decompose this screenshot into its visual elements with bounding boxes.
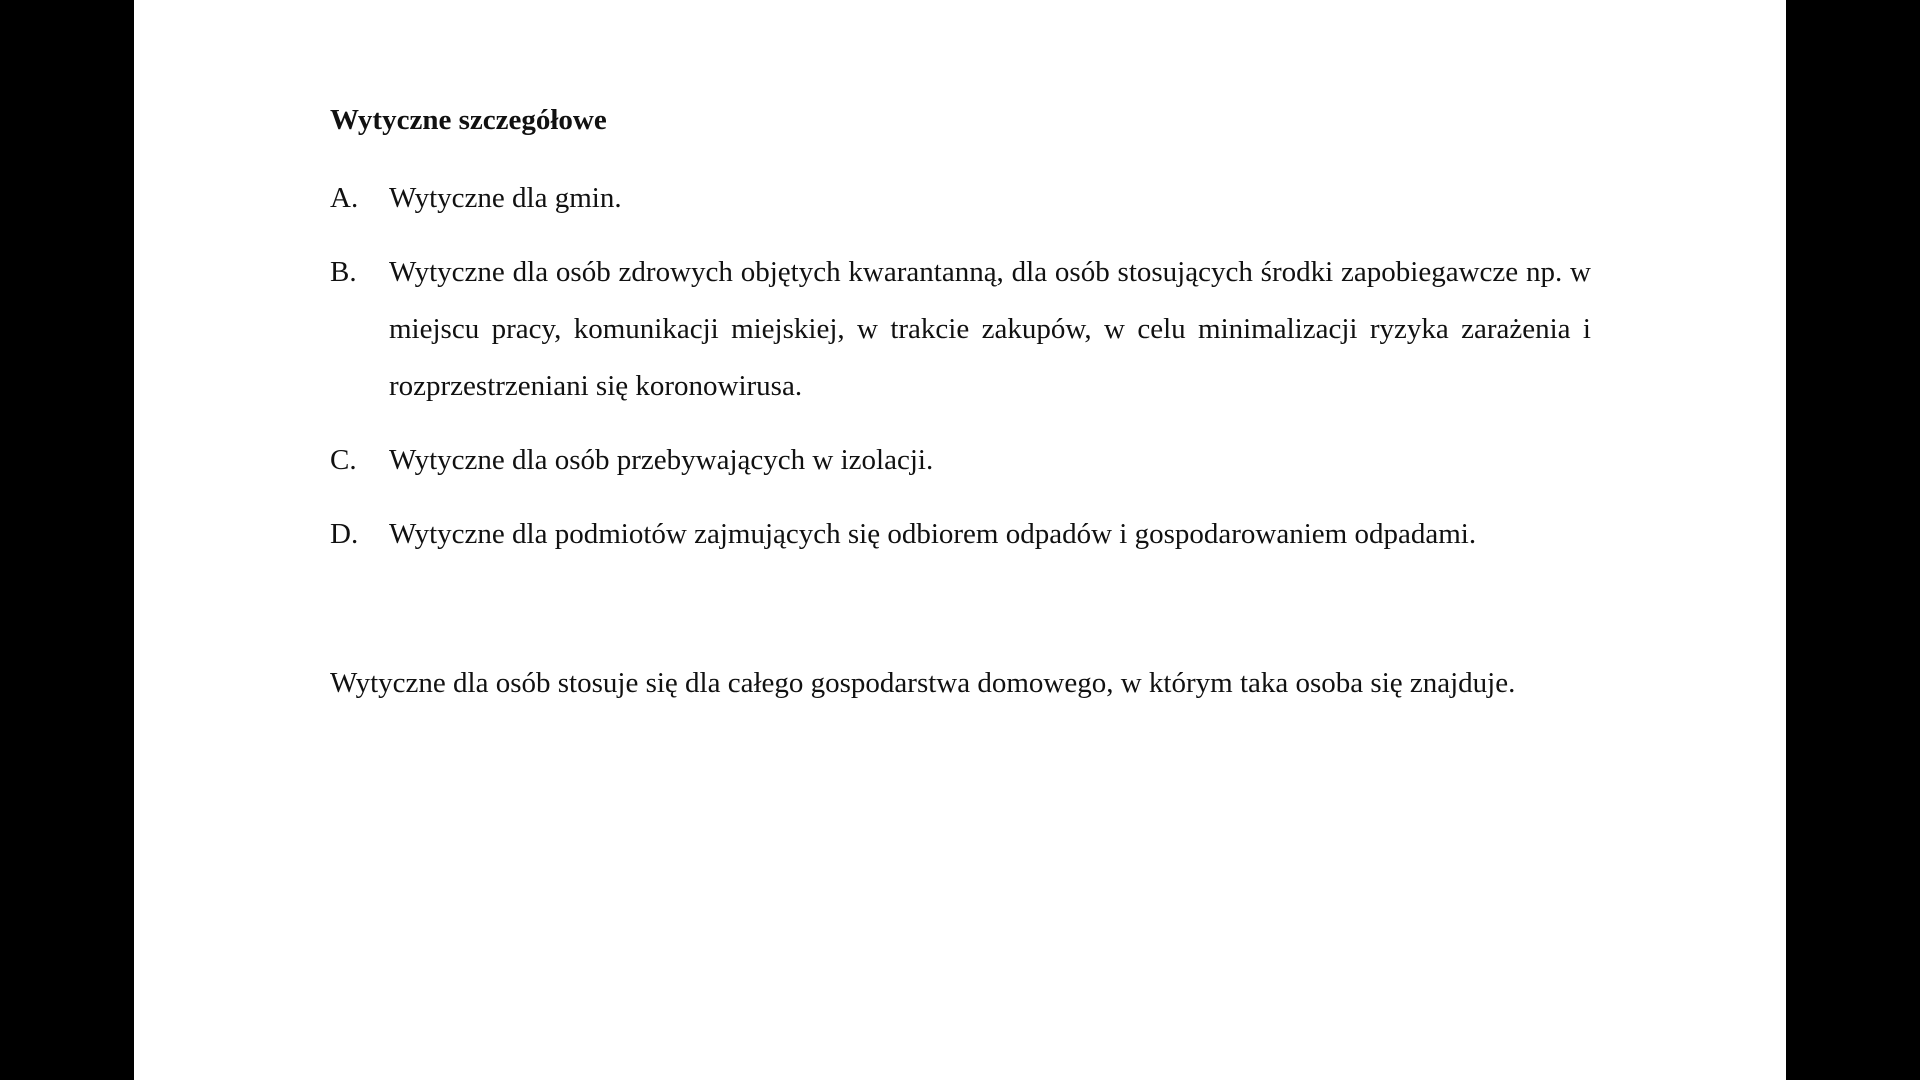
guidelines-list <box>330 170 1591 563</box>
list-item-text: Wytyczne dla gmin. <box>389 182 622 214</box>
list-item-text: Wytyczne dla osób przebywających w izolacji. <box>389 444 934 476</box>
list-item-d <box>330 506 1591 563</box>
list-item-a <box>330 170 1591 227</box>
list-marker: D. <box>330 518 359 550</box>
page-content <box>330 96 1591 712</box>
list-item-c <box>330 432 1591 489</box>
document-page <box>134 0 1786 1080</box>
list-marker: B. <box>330 256 357 288</box>
list-marker: C. <box>330 444 357 476</box>
list-item-text: Wytyczne dla osób zdrowych objętych kwarantanną, dla osób stosujących środki zapobiegawcze np. w miejscu pracy, komunikacji miejskiej, w trakcie zakupów, w celu minimalizacji ryzyka zarażenia i rozprzestrzeniani się koronowirusa. <box>389 256 1591 402</box>
list-item-b <box>330 244 1591 415</box>
list-item-text: Wytyczne dla podmiotów zajmujących się odbiorem odpadów i gospodarowaniem odpadami. <box>389 518 1477 550</box>
section-heading: Wytyczne szczegółowe <box>330 104 607 136</box>
list-marker: A. <box>330 182 359 214</box>
household-note: Wytyczne dla osób stosuje się dla całego gospodarstwa domowego, w którym taka osoba się znajduje. <box>330 667 1516 699</box>
